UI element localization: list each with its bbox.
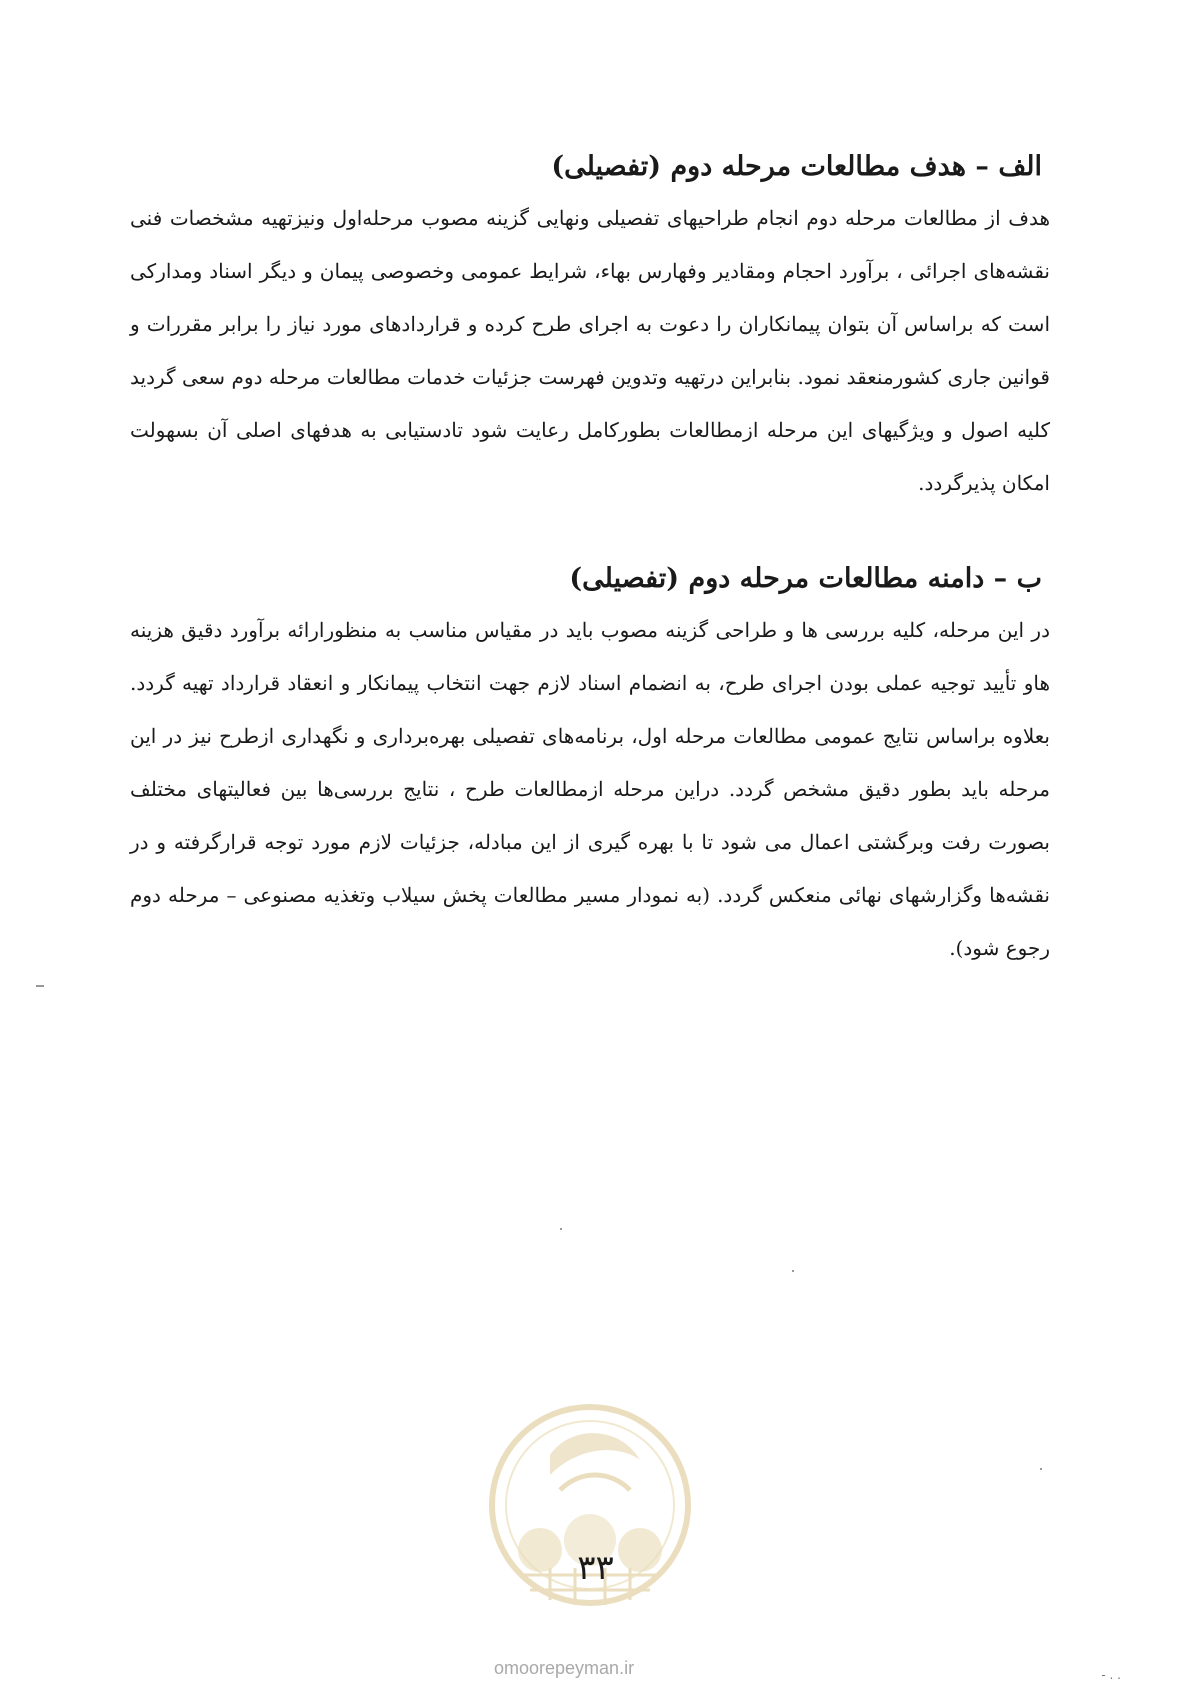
scan-speck <box>1040 1468 1042 1470</box>
scan-speck <box>792 1270 794 1272</box>
section-goal-heading: الف – هدف مطالعات مرحله دوم (تفصیلی) <box>551 151 1042 182</box>
page-number: ۳۳ <box>577 1548 614 1588</box>
site-credit: omoorepeyman.ir <box>494 1658 635 1678</box>
scan-speck <box>36 985 44 987</box>
section-scope <box>130 560 1050 975</box>
section-scope-heading: ب – دامنه مطالعات مرحله دوم (تفصیلی) <box>569 563 1042 594</box>
corner-mark: - . . <box>1101 1668 1121 1682</box>
section-goal <box>130 148 1050 510</box>
omoorepeyman-logo-watermark <box>480 1400 700 1630</box>
section-scope-paragraph: در این مرحله، کلیه بررسی ها و طراحی گزینه مصوب باید در مقیاس مناسب به منظورارائه برآورد دقیق هزینه هاو تأیید توجیه عملی بودن اجرای طرح، به انضمام اسناد لازم جهت انتخاب پیمانکار و انعقاد قرارداد تهیه گردد. بعلاوه براساس نتایج عمومی مطالعات مرحله اول، برنامه‌های تفصیلی بهره‌برداری و نگهداری ازطرح نیز در این مرحله باید بطور دقیق مشخص گردد. دراین مرحله ازمطالعات طرح ، نتایج بررسی‌ها بین فعالیتهای مختلف بصورت رفت وبرگشتی اعمال می شود تا با بهره گیری از این مبادله، جزئیات لازم مورد توجه قرارگرفته و در نقشه‌ها وگزارشهای نهائی منعکس گردد. (به نمودار مسیر مطالعات پخش سیلاب وتغذیه مصنوعی – مرحله دوم رجوع شود). <box>130 618 1050 960</box>
scan-speck <box>560 1228 562 1230</box>
section-goal-paragraph: هدف از مطالعات مرحله دوم انجام طراحیهای تفصیلی ونهایی گزینه مصوب مرحله‌اول ونیزتهیه مشخصات فنی نقشه‌های اجرائی ، برآورد احجام ومقادیر وفهارس بهاء، شرایط عمومی وخصوصی پیمان و دیگر اسناد ومدارکی است که براساس آن بتوان پیمانکاران را دعوت به اجرای طرح کرده و قراردادهای مورد نیاز را برابر مقررات و قوانین جاری کشورمنعقد نمود. بنابراین درتهیه وتدوین فهرست جزئیات خدمات مطالعات مرحله دوم سعی گردید کلیه اصول و ویژگیهای این مرحله ازمطالعات بطورکامل رعایت شود تادستیابی به هدفهای اصلی آن بسهولت امکان پذیرگردد. <box>130 206 1050 495</box>
